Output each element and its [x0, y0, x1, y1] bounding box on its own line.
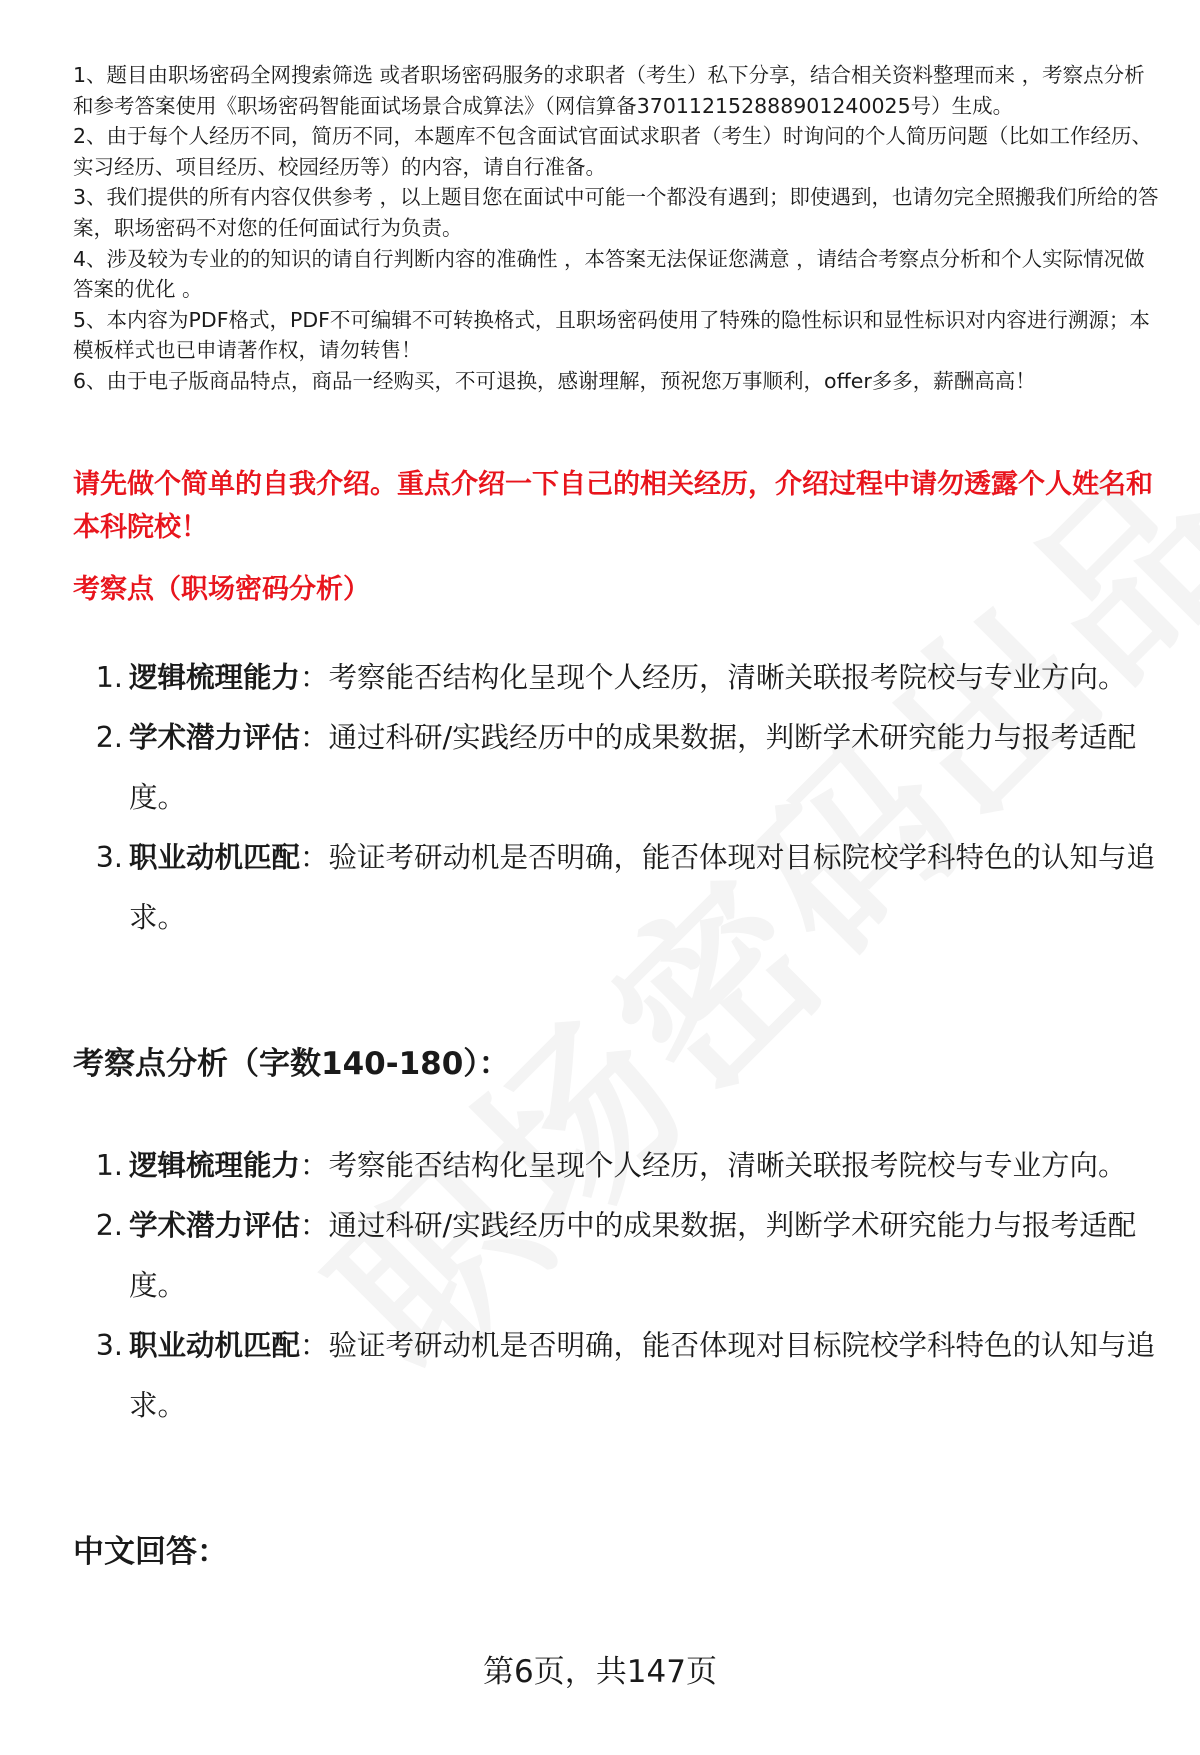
list-item — [73, 1316, 1163, 1436]
note-item: 5、本内容为PDF格式，PDF不可编辑不可转换格式，且职场密码使用了特殊的隐性标识和显性标识对内容进行溯源；本模板样式也已申请著作权，请勿转售！ — [73, 307, 1150, 363]
analysis-list — [73, 1136, 1163, 1436]
analysis-heading: 考察点分析（字数140-180）： — [73, 1046, 510, 1082]
list-item-text: ：通过科研/实践经历中的成果数据，判断学术研究能力与报考适配度。 — [129, 1209, 1137, 1302]
answer-heading: 中文回答： — [73, 1534, 228, 1570]
list-item — [73, 1136, 1163, 1196]
note-item: 6、由于电子版商品特点，商品一经购买，不可退换，感谢理解，预祝您万事顺利，offer多多，薪酬高高！ — [73, 368, 1036, 393]
list-number: 1. — [95, 661, 123, 694]
note-item: 2、由于每个人经历不同，简历不同，本题库不包含面试官面试求职者（考生）时询问的个人简历问题（比如工作经历、实习经历、项目经历、校园经历等）的内容，请自行准备。 — [73, 124, 1153, 179]
list-item-label: 学术潜力评估 — [129, 1209, 301, 1242]
list-item-text: ：验证考研动机是否明确，能否体现对目标院校学科特色的认知与追求。 — [129, 841, 1156, 934]
list-item-label: 职业动机匹配 — [129, 1329, 301, 1362]
key-points-title: 考察点（职场密码分析） — [73, 574, 370, 605]
list-number: 3. — [95, 841, 123, 874]
key-points-list — [73, 648, 1163, 948]
list-item-label: 逻辑梳理能力 — [129, 661, 301, 694]
list-item — [73, 828, 1163, 948]
interview-question: 请先做个简单的自我介绍。重点介绍一下自己的相关经历，介绍过程中请勿透露个人姓名和本科院校！ — [73, 469, 1153, 543]
list-item-text: ：考察能否结构化呈现个人经历，清晰关联报考院校与专业方向。 — [300, 661, 1127, 694]
page-number-footer: 第6页，共147页 — [483, 1654, 717, 1690]
note-item: 3、我们提供的所有内容仅供参考 ，以上题目您在面试中可能一个都没有遇到；即使遇到，也请勿完全照搬我们所给的答案，职场密码不对您的任何面试行为负责。 — [73, 185, 1159, 240]
list-item — [73, 648, 1163, 708]
list-item-text: ：验证考研动机是否明确，能否体现对目标院校学科特色的认知与追求。 — [129, 1329, 1156, 1422]
note-item: 1、题目由职场密码全网搜索筛选 或者职场密码服务的求职者（考生）私下分享，结合相关资料整理而来 ，考察点分析和参考答案使用《职场密码智能面试场景合成算法》（网信算备370112152888901240025号）生成。 — [73, 63, 1145, 118]
list-item — [73, 1196, 1163, 1316]
list-item-label: 逻辑梳理能力 — [129, 1149, 301, 1182]
list-item — [73, 708, 1163, 828]
list-item-label: 学术潜力评估 — [129, 721, 301, 754]
list-number: 3. — [95, 1329, 123, 1362]
list-number: 2. — [95, 1209, 123, 1242]
list-item-text: ：通过科研/实践经历中的成果数据，判断学术研究能力与报考适配度。 — [129, 721, 1137, 814]
note-item: 4、涉及较为专业的的知识的请自行判断内容的准确性 ，本答案无法保证您满意 ，请结合考察点分析和个人实际情况做答案的优化 。 — [73, 246, 1145, 302]
list-item-label: 职业动机匹配 — [129, 841, 301, 874]
disclaimer-notes — [73, 60, 1163, 397]
list-item-text: ：考察能否结构化呈现个人经历，清晰关联报考院校与专业方向。 — [300, 1149, 1127, 1182]
list-number: 2. — [95, 721, 123, 754]
list-number: 1. — [95, 1149, 123, 1182]
